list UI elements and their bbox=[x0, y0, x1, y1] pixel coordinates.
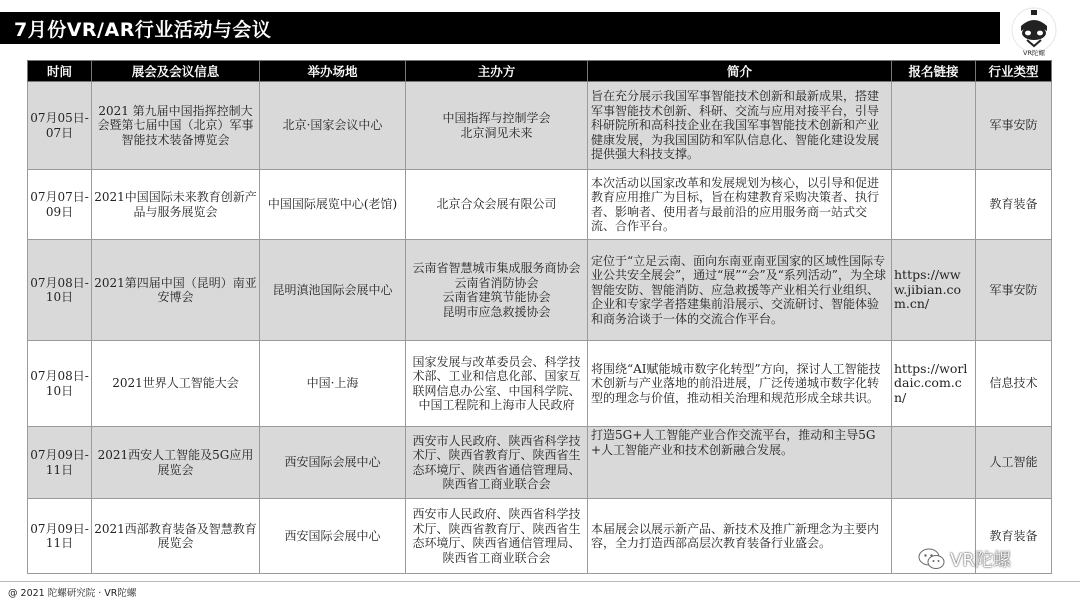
cell-venue: 西安国际会展中心 bbox=[260, 427, 406, 499]
events-table bbox=[27, 60, 1052, 574]
watermark bbox=[918, 544, 1011, 574]
header-organizer: 主办方 bbox=[406, 61, 588, 82]
cell-date: 07月08日-10日 bbox=[28, 341, 92, 427]
table-row bbox=[28, 427, 1052, 499]
table-row bbox=[28, 170, 1052, 240]
cell-industry: 教育装备 bbox=[976, 499, 1052, 574]
cell-link bbox=[892, 170, 976, 240]
cell-venue: 西安国际会展中心 bbox=[260, 499, 406, 574]
cell-industry: 信息技术 bbox=[976, 341, 1052, 427]
cell-intro: 将围绕“AI赋能城市数字化转型”方向，探讨人工智能技术创新与产业落地的前沿进展，广泛传递城市数字化转型的理念与价值，推动相关治理和规范形成全球共识。 bbox=[588, 341, 892, 427]
header-date: 时间 bbox=[28, 61, 92, 82]
cell-link bbox=[892, 427, 976, 499]
title-bar bbox=[0, 12, 1000, 44]
cell-venue: 北京·国家会议中心 bbox=[260, 82, 406, 170]
cell-event: 2021西安人工智能及5G应用展览会 bbox=[92, 427, 260, 499]
cell-industry: 军事安防 bbox=[976, 82, 1052, 170]
page-title: 7月份VR/AR行业活动与会议 bbox=[14, 19, 272, 41]
cell-industry: 人工智能 bbox=[976, 427, 1052, 499]
table-row bbox=[28, 82, 1052, 170]
brand-logo bbox=[1003, 4, 1065, 58]
table-row bbox=[28, 341, 1052, 427]
cell-date: 07月09日-11日 bbox=[28, 499, 92, 574]
cell-event: 2021世界人工智能大会 bbox=[92, 341, 260, 427]
cell-intro: 打造5G+人工智能产业合作交流平台，推动和主导5G+人工智能产业和技术创新融合发展。 bbox=[588, 427, 892, 499]
header-intro: 简介 bbox=[588, 61, 892, 82]
cell-organizer: 北京合众会展有限公司 bbox=[406, 170, 588, 240]
cell-organizer: 中国指挥与控制学会 北京洞见未来 bbox=[406, 82, 588, 170]
wechat-icon bbox=[918, 547, 946, 571]
footer-divider bbox=[0, 581, 1080, 582]
cell-intro: 定位于“立足云南、面向东南亚南亚国家的区域性国际专业公共安全展会”，通过“展”“会”及“系列活动”，为全球智能安防、智能消防、应急救援等产业相关行业组织、企业和专家学者搭建集前沿展示、交流研讨、智能体验和商务洽谈于一体的交流合作平台。 bbox=[588, 240, 892, 341]
header-event: 展会及会议信息 bbox=[92, 61, 260, 82]
table-row bbox=[28, 499, 1052, 574]
cell-intro: 本次活动以国家改革和发展规划为核心，以引导和促进教育应用推广为目标，旨在构建教育采购决策者、执行者、影响者、使用者与最前沿的应用服务商一站式交流、合作平台。 bbox=[588, 170, 892, 240]
watermark-text: VR陀螺 bbox=[950, 550, 1011, 571]
gyroscope-logo-icon bbox=[1003, 4, 1065, 58]
header-venue: 举办场地 bbox=[260, 61, 406, 82]
cell-date: 07月05日-07日 bbox=[28, 82, 92, 170]
header-industry: 行业类型 bbox=[976, 61, 1052, 82]
cell-industry: 教育装备 bbox=[976, 170, 1052, 240]
cell-venue: 中国国际展览中心(老馆) bbox=[260, 170, 406, 240]
cell-link[interactable]: https://www.jibian.com.cn/ bbox=[892, 240, 976, 341]
cell-organizer: 云南省智慧城市集成服务商协会 云南省消防协会 云南省建筑节能协会 昆明市应急救援协会 bbox=[406, 240, 588, 341]
cell-event: 2021西部教育装备及智慧教育展览会 bbox=[92, 499, 260, 574]
cell-organizer: 国家发展与改革委员会、科学技术部、工业和信息化部、国家互联网信息办公室、中国科学院、中国工程院和上海市人民政府 bbox=[406, 341, 588, 427]
cell-event: 2021第四届中国（昆明）南亚安博会 bbox=[92, 240, 260, 341]
cell-link[interactable]: https://worldaic.com.cn/ bbox=[892, 341, 976, 427]
table-header-row bbox=[28, 61, 1052, 82]
cell-venue: 中国·上海 bbox=[260, 341, 406, 427]
cell-event: 2021中国国际未来教育创新产品与服务展览会 bbox=[92, 170, 260, 240]
cell-intro: 旨在充分展示我国军事智能技术创新和最新成果，搭建军事智能技术创新、科研、交流与应用对接平台，引导科研院所和高科技企业在我国军事智能技术创新和产业健康发展，为我国国防和军队信息化、智能化建设发展提供强大科技支撑。 bbox=[588, 82, 892, 170]
cell-date: 07月08日-10日 bbox=[28, 240, 92, 341]
cell-venue: 昆明滇池国际会展中心 bbox=[260, 240, 406, 341]
header-link: 报名链接 bbox=[892, 61, 976, 82]
svg-text:VR陀螺: VR陀螺 bbox=[1023, 49, 1045, 57]
cell-event: 2021 第九届中国指挥控制大会暨第七届中国（北京）军事智能技术装备博览会 bbox=[92, 82, 260, 170]
footer: @ 2021 陀螺研究院 · VR陀螺 bbox=[8, 588, 137, 599]
cell-industry: 军事安防 bbox=[976, 240, 1052, 341]
table-row bbox=[28, 240, 1052, 341]
cell-intro: 本届展会以展示新产品、新技术及推广新理念为主要内容，全力打造西部高层次教育装备行业盛会。 bbox=[588, 499, 892, 574]
cell-link bbox=[892, 82, 976, 170]
cell-date: 07月07日-09日 bbox=[28, 170, 92, 240]
cell-organizer: 西安市人民政府、陕西省科学技术厅、陕西省教育厅、陕西省生态环境厅、陕西省通信管理局、陕西省工商业联合会 bbox=[406, 499, 588, 574]
cell-organizer: 西安市人民政府、陕西省科学技术厅、陕西省教育厅、陕西省生态环境厅、陕西省通信管理局、陕西省工商业联合会 bbox=[406, 427, 588, 499]
cell-date: 07月09日-11日 bbox=[28, 427, 92, 499]
